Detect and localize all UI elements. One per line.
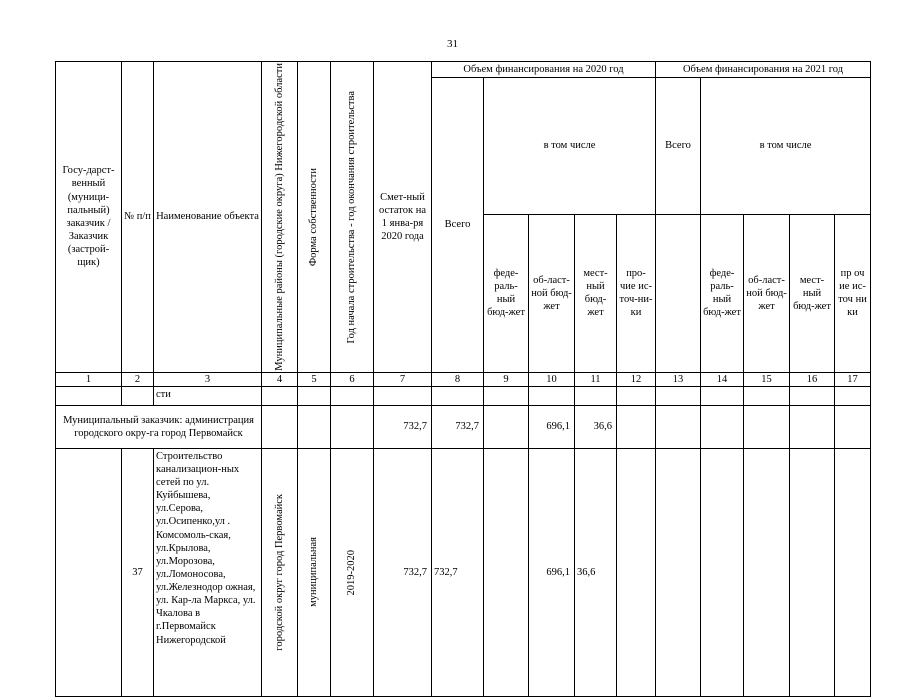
header-total-2020: Всего [432,78,484,373]
header-other-2021: пр оч ие ис-точ ни ки [835,214,871,372]
column-number: 5 [298,372,331,386]
header-customer: Госу-дарст-венный (муници-пальный) заказчик / Заказчик (застрой-щик) [56,62,122,373]
header-number: № п/п [122,62,154,373]
page-number: 31 [447,38,458,50]
header-local-2021: мест-ный бюд-жет [790,214,835,372]
column-number-row [56,372,871,386]
header-years-text: Год начала строительства - год окончания строительства [346,90,358,344]
header-years [331,62,374,373]
column-number: 10 [529,372,575,386]
header-row-1 [56,62,871,78]
column-number: 3 [154,372,262,386]
header-districts-text: Муниципальные районы (городские округа) Нижегородской области [273,63,285,371]
object-ownership-text: муниципальная [308,537,320,608]
column-number: 4 [262,372,298,386]
column-number: 11 [575,372,617,386]
header-ownership [298,62,331,373]
header-including-2021: в том числе [701,78,871,215]
header-fin-2020: Объем финансирования на 2020 год [432,62,656,78]
column-number: 16 [790,372,835,386]
object-district [262,448,298,696]
header-ownership-text: Форма собственности [308,167,320,266]
column-number: 2 [122,372,154,386]
object-name: Строительство канализацион-ных сетей по ул. Куйбышева, ул.Серова, ул.Осипенко,ул . Комсомоль-ская, ул.Крылова, ул.Морозова, ул.Ломоносова, ул.Железнодор ожная, ул. Кар-ла Маркса, ул. Чкалова в г.Первомайск Нижегородской [154,448,262,696]
column-number: 8 [432,372,484,386]
column-number: 7 [374,372,432,386]
column-number: 14 [701,372,744,386]
org-label: Муниципальный заказчик: администрация городского окру-га город Первомайск [56,405,262,448]
org-remaining: 732,7 [374,405,432,448]
column-number: 6 [331,372,374,386]
header-remaining: Смет-ный остаток на 1 янва-ря 2020 года [374,62,432,373]
object-remaining: 732,7 [374,448,432,696]
org-regional: 696,1 [529,405,575,448]
org-row [56,405,871,448]
object-district-text: городской округ город Первомайск [273,493,285,651]
continuation-text: сти [154,386,262,405]
object-total: 732,7 [432,448,484,696]
org-total: 732,7 [432,405,484,448]
header-object-name: Наименование объекта [154,62,262,373]
object-local: 36,6 [575,448,617,696]
object-row [56,448,871,696]
column-number: 9 [484,372,529,386]
object-regional: 696,1 [529,448,575,696]
column-number: 13 [656,372,701,386]
column-number: 1 [56,372,122,386]
header-other-2020: про-чие ис-точ-ни-ки [617,214,656,372]
header-total-2021: Всего [656,78,701,215]
object-years-text: 2019-2020 [346,549,358,596]
financing-table [55,61,871,697]
org-local: 36,6 [575,405,617,448]
continuation-row [56,386,871,405]
column-number: 15 [744,372,790,386]
header-federal-2021: феде-раль-ный бюд-жет [701,214,744,372]
column-number: 12 [617,372,656,386]
header-fin-2021: Объем финансирования на 2021 год [656,62,871,78]
header-local-2020: мест-ный бюд-жет [575,214,617,372]
header-including-2020: в том числе [484,78,656,215]
object-years [331,448,374,696]
header-blank-2021 [656,214,701,372]
object-number: 37 [122,448,154,696]
header-regional-2020: об-ласт-ной бюд-жет [529,214,575,372]
header-regional-2021: об-ласт-ной бюд-жет [744,214,790,372]
header-districts [262,62,298,373]
column-number: 17 [835,372,871,386]
object-ownership [298,448,331,696]
header-federal-2020: феде-раль-ный бюд-жет [484,214,529,372]
